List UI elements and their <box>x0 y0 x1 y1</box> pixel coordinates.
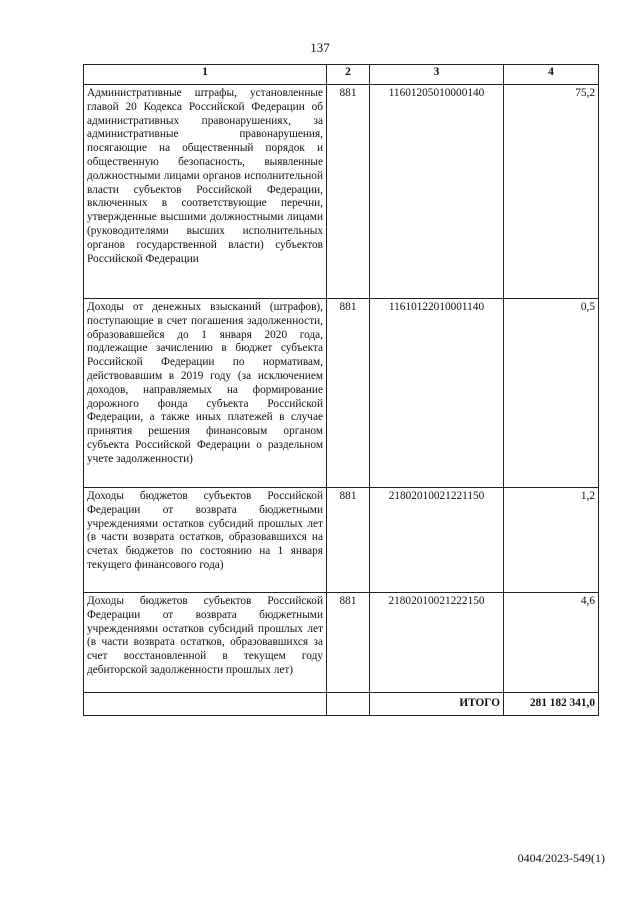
row-kbk-code: 21802010021221150 <box>370 488 504 593</box>
row-admin-code: 881 <box>327 488 370 593</box>
table-row <box>84 299 599 488</box>
row-amount: 1,2 <box>504 488 599 593</box>
row-description: Доходы от денежных взысканий (штрафов), поступающие в счет погашения задолженности, образовавшейся до 1 января 2020 года, подлежащие зачислению в бюджет субъекта Российской Федерации по нормативам, действовавшим в 2019 году (за исключением доходов, направляемых на формирование дорожного фонда субъекта Российской Федерации, а также иных платежей в случае принятия решения финансовым органом субъекта Российской Федерации о раздельном учете задолженности) <box>84 299 327 488</box>
total-empty-cell <box>84 693 327 716</box>
total-row <box>84 693 599 716</box>
total-amount: 281 182 341,0 <box>504 693 599 716</box>
table-row <box>84 488 599 593</box>
row-kbk-code: 21802010021222150 <box>370 593 504 693</box>
column-header-amount: 4 <box>504 65 599 85</box>
column-header-description: 1 <box>84 65 327 85</box>
row-admin-code: 881 <box>327 593 370 693</box>
table-row <box>84 85 599 299</box>
row-amount: 75,2 <box>504 85 599 299</box>
row-description: Административные штрафы, установленные главой 20 Кодекса Российской Федерации об административных правонарушениях, за административные правонарушения, посягающие на общественный порядок и общественную безопасность, выявленные должностными лицами органов исполнительной власти субъектов Российской Федерации, включенных в соответствующие перечни, утвержденные высшими должностными лицами (руководителями высших исполнительных органов государственной власти) субъектов Российской Федерации <box>84 85 327 299</box>
total-empty-cell <box>327 693 370 716</box>
row-description: Доходы бюджетов субъектов Российской Федерации от возврата бюджетными учреждениями остатков субсидий прошлых лет (в части возврата остатков, образовавшихся за счет восстановленной в текущем году дебиторской задолженности прошлых лет) <box>84 593 327 693</box>
row-admin-code: 881 <box>327 299 370 488</box>
table-row <box>84 593 599 693</box>
row-amount: 4,6 <box>504 593 599 693</box>
revenue-table <box>83 64 599 716</box>
column-header-kbk: 3 <box>370 65 504 85</box>
table-header-row <box>84 65 599 85</box>
row-kbk-code: 11601205010000140 <box>370 85 504 299</box>
page-number: 137 <box>310 40 330 55</box>
row-admin-code: 881 <box>327 85 370 299</box>
row-description: Доходы бюджетов субъектов Российской Федерации от возврата бюджетными учреждениями остатков субсидий прошлых лет (в части возврата остатков, образовавшихся на счетах бюджетов по состоянию на 1 января текущего финансового года) <box>84 488 327 593</box>
total-label: ИТОГО <box>370 693 504 716</box>
document-reference: 0404/2023-549(1) <box>517 851 605 865</box>
row-kbk-code: 11610122010001140 <box>370 299 504 488</box>
column-header-admin-code: 2 <box>327 65 370 85</box>
row-amount: 0,5 <box>504 299 599 488</box>
